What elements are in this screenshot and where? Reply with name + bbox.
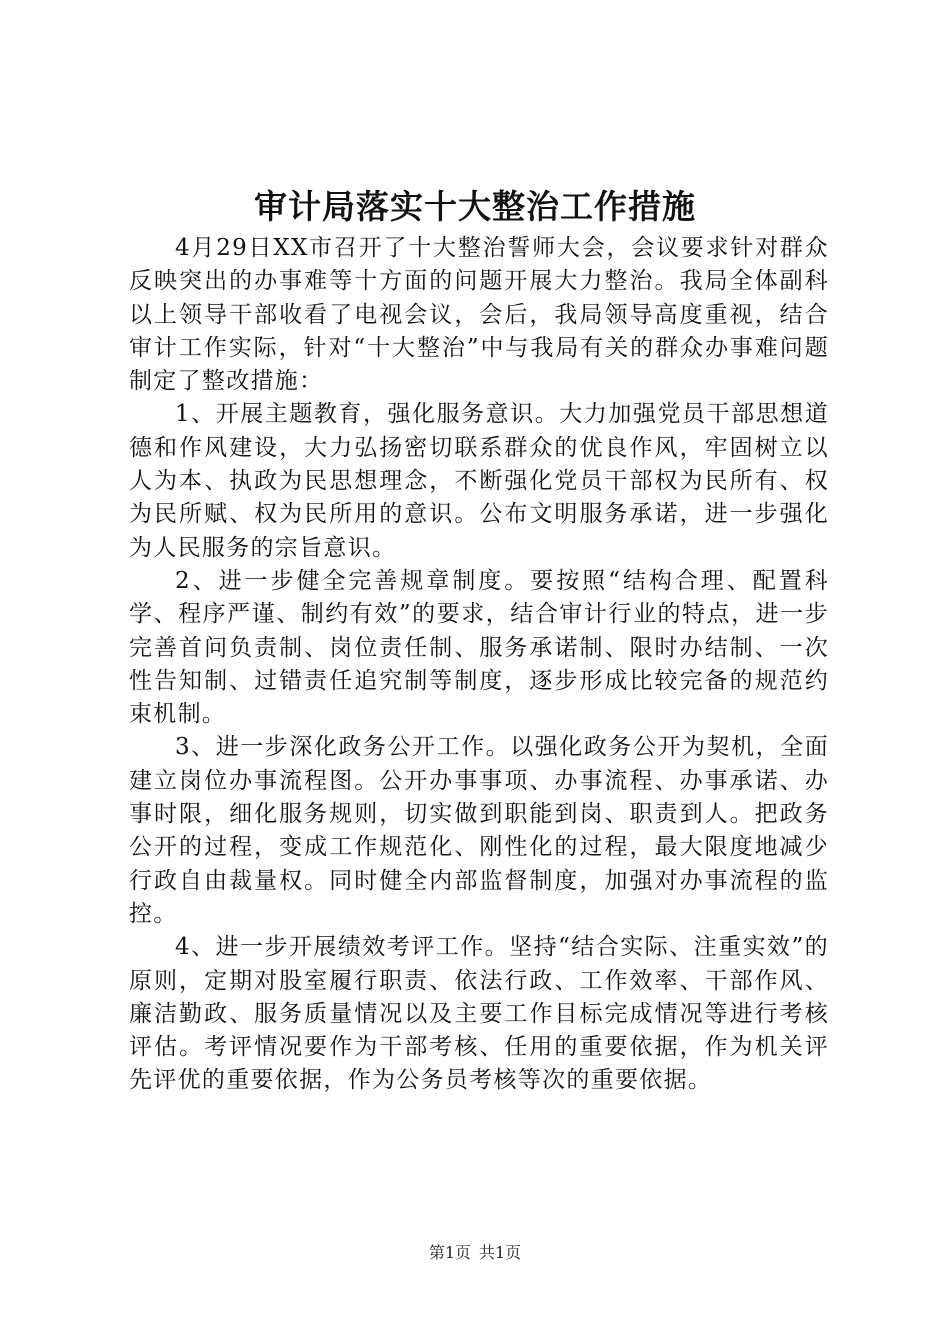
measure-paragraph-1: 1、开展主题教育，强化服务意识。大力加强党员干部思想道德和作风建设，大力弘扬密切联系群众的优良作风，牢固树立以人为本、执政为民思想理念，不断强化党员干部权为民所有、权为民所赋、权为民所用的意识。公布文明服务承诺，进一步强化为人民服务的宗旨意识。 bbox=[129, 401, 829, 561]
measure-paragraph-2: 2、进一步健全完善规章制度。要按照“结构合理、配置科学、程序严谨、制约有效”的要求，结合审计行业的特点，进一步完善首问负责制、岗位责任制、服务承诺制、限时办结制、一次性告知制、过错责任追究制等制度，逐步形成比较完备的规范约束机制。 bbox=[129, 567, 829, 728]
intro-paragraph: 4月29日XX市召开了十大整治誓师大会，会议要求针对群众反映突出的办事难等十方面的问题开展大力整治。我局全体副科以上领导干部收看了电视会议，会后，我局领导高度重视，结合审计工作实际，针对“十大整治”中与我局有关的群众办事难问题制定了整改措施： bbox=[129, 235, 829, 395]
page-total: 共1页 bbox=[479, 1243, 522, 1262]
measure-paragraph-3: 3、进一步深化政务公开工作。以强化政务公开为契机，全面建立岗位办事流程图。公开办事事项、办事流程、办事承诺、办事时限，细化服务规则，切实做到职能到岗、职责到人。把政务公开的过程，变成工作规范化、刚性化的过程，最大限度地减少行政自由裁量权。同时健全内部监督制度，加强对办事流程的监控。 bbox=[129, 734, 829, 927]
page-number: 第1页 bbox=[428, 1243, 471, 1262]
page-footer bbox=[0, 1242, 950, 1264]
measure-paragraph-4: 4、进一步开展绩效考评工作。坚持“结合实际、注重实效”的原则，定期对股室履行职责、依法行政、工作效率、干部作风、廉洁勤政、服务质量情况以及主要工作目标完成情况等进行考核评估。考评情况要作为干部考核、任用的重要依据，作为机关评先评优的重要依据，作为公务员考核等次的重要依据。 bbox=[129, 934, 829, 1094]
document-body bbox=[129, 232, 829, 1098]
document-title: 审计局落实十大整治工作措施 bbox=[254, 187, 696, 226]
